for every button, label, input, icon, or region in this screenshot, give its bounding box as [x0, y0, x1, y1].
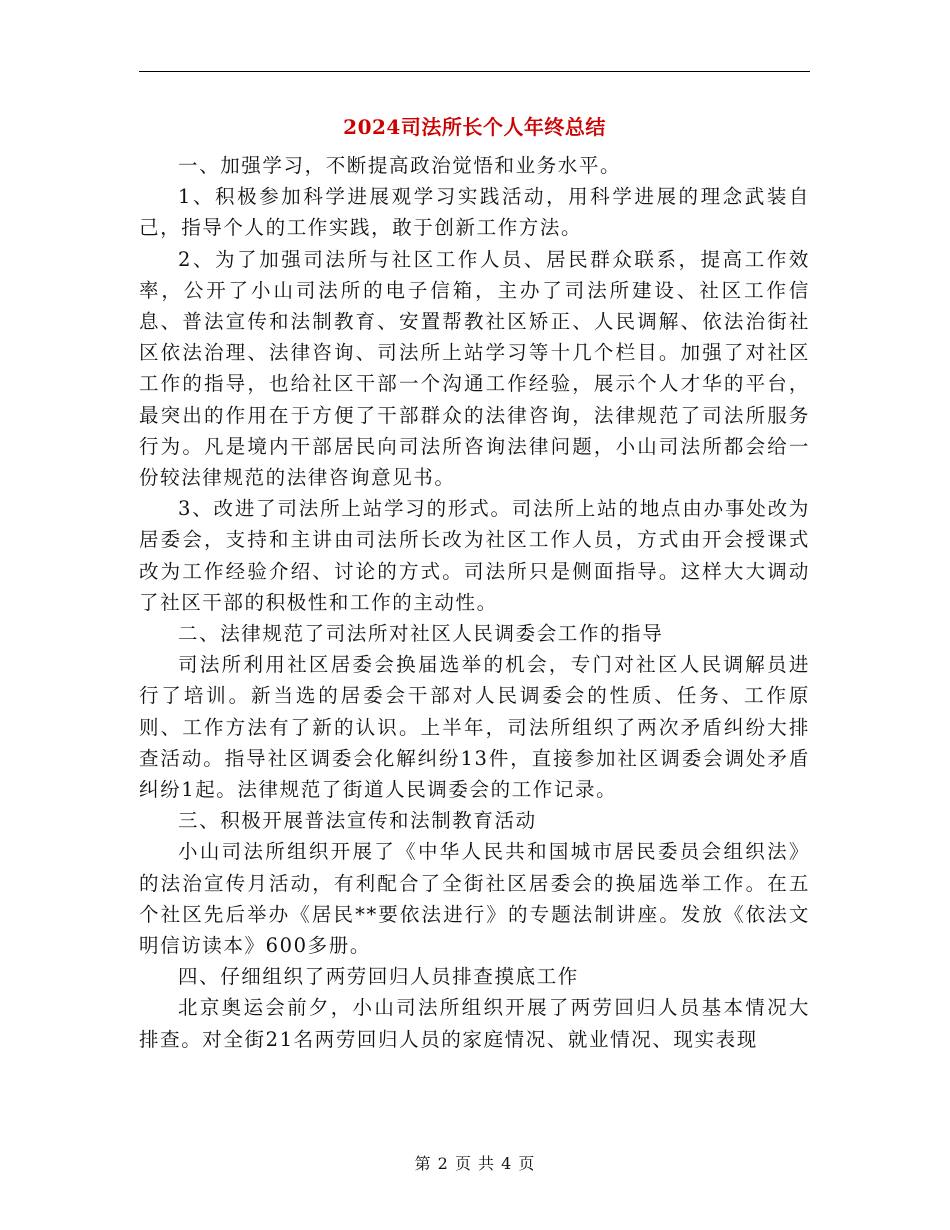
document-body — [139, 150, 810, 1055]
section-heading-1: 一、加强学习，不断提高政治觉悟和业务水平。 — [178, 154, 622, 177]
header-rule — [139, 71, 810, 72]
paragraph-3-1: 小山司法所组织开展了《中华人民共和国城市居民委员会组织法》的法治宣传月活动，有利配合了全街社区居委会的换届选举工作。在五个社区先后举办《居民**要依法进行》的专题法制讲座。发放《依法文明信访读本》600多册。 — [139, 840, 810, 958]
section-heading-2: 二、法律规范了司法所对社区人民调委会工作的指导 — [178, 622, 664, 646]
section-heading-3: 三、积极开展普法宣传和法制教育活动 — [178, 809, 537, 833]
page-number-footer: 第 2 页 共 4 页 — [414, 1154, 536, 1173]
paragraph-4-1: 北京奥运会前夕，小山司法所组织开展了两劳回归人员基本情况大排查。对全街21名两劳回归人员的家庭情况、就业情况、现实表现 — [139, 996, 810, 1051]
paragraph-1-3: 3、改进了司法所上站学习的形式。司法所上站的地点由办事处改为居委会，支持和主讲由司法所长改为社区工作人员，方式由开会授课式改为工作经验介绍、讨论的方式。司法所只是侧面指导。这样大大调动了社区干部的积极性和工作的主动性。 — [139, 497, 810, 614]
page-title: 2024司法所长个人年终总结 — [343, 115, 606, 139]
paragraph-1-2: 2、为了加强司法所与社区工作人员、居民群众联系，提高工作效率，公开了小山司法所的电子信箱，主办了司法所建设、社区工作信息、普法宣传和法制教育、安置帮教社区矫正、人民调解、依法治街社区依法治理、法律咨询、司法所上站学习等十几个栏目。加强了对社区工作的指导，也给社区干部一个沟通工作经验，展示个人才华的平台，最突出的作用在于方便了干部群众的法律咨询，法律规范了司法所服务行为。凡是境内干部居民向司法所咨询法律问题，小山司法所都会给一份较法律规范的法律咨询意见书。 — [139, 247, 810, 490]
paragraph-2-1: 司法所利用社区居委会换届选举的机会，专门对社区人民调解员进行了培训。新当选的居委会干部对人民调委会的性质、任务、工作原则、工作方法有了新的认识。上半年，司法所组织了两次矛盾纠纷大排查活动。指导社区调委会化解纠纷13件，直接参加社区调委会调处矛盾纠纷1起。法律规范了街道人民调委会的工作记录。 — [139, 653, 810, 802]
section-heading-4: 四、仔细组织了两劳回归人员排查摸底工作 — [178, 965, 579, 989]
paragraph-1-1: 1、积极参加科学进展观学习实践活动，用科学进展的理念武装自己，指导个人的工作实践，敢于创新工作方法。 — [139, 185, 810, 240]
